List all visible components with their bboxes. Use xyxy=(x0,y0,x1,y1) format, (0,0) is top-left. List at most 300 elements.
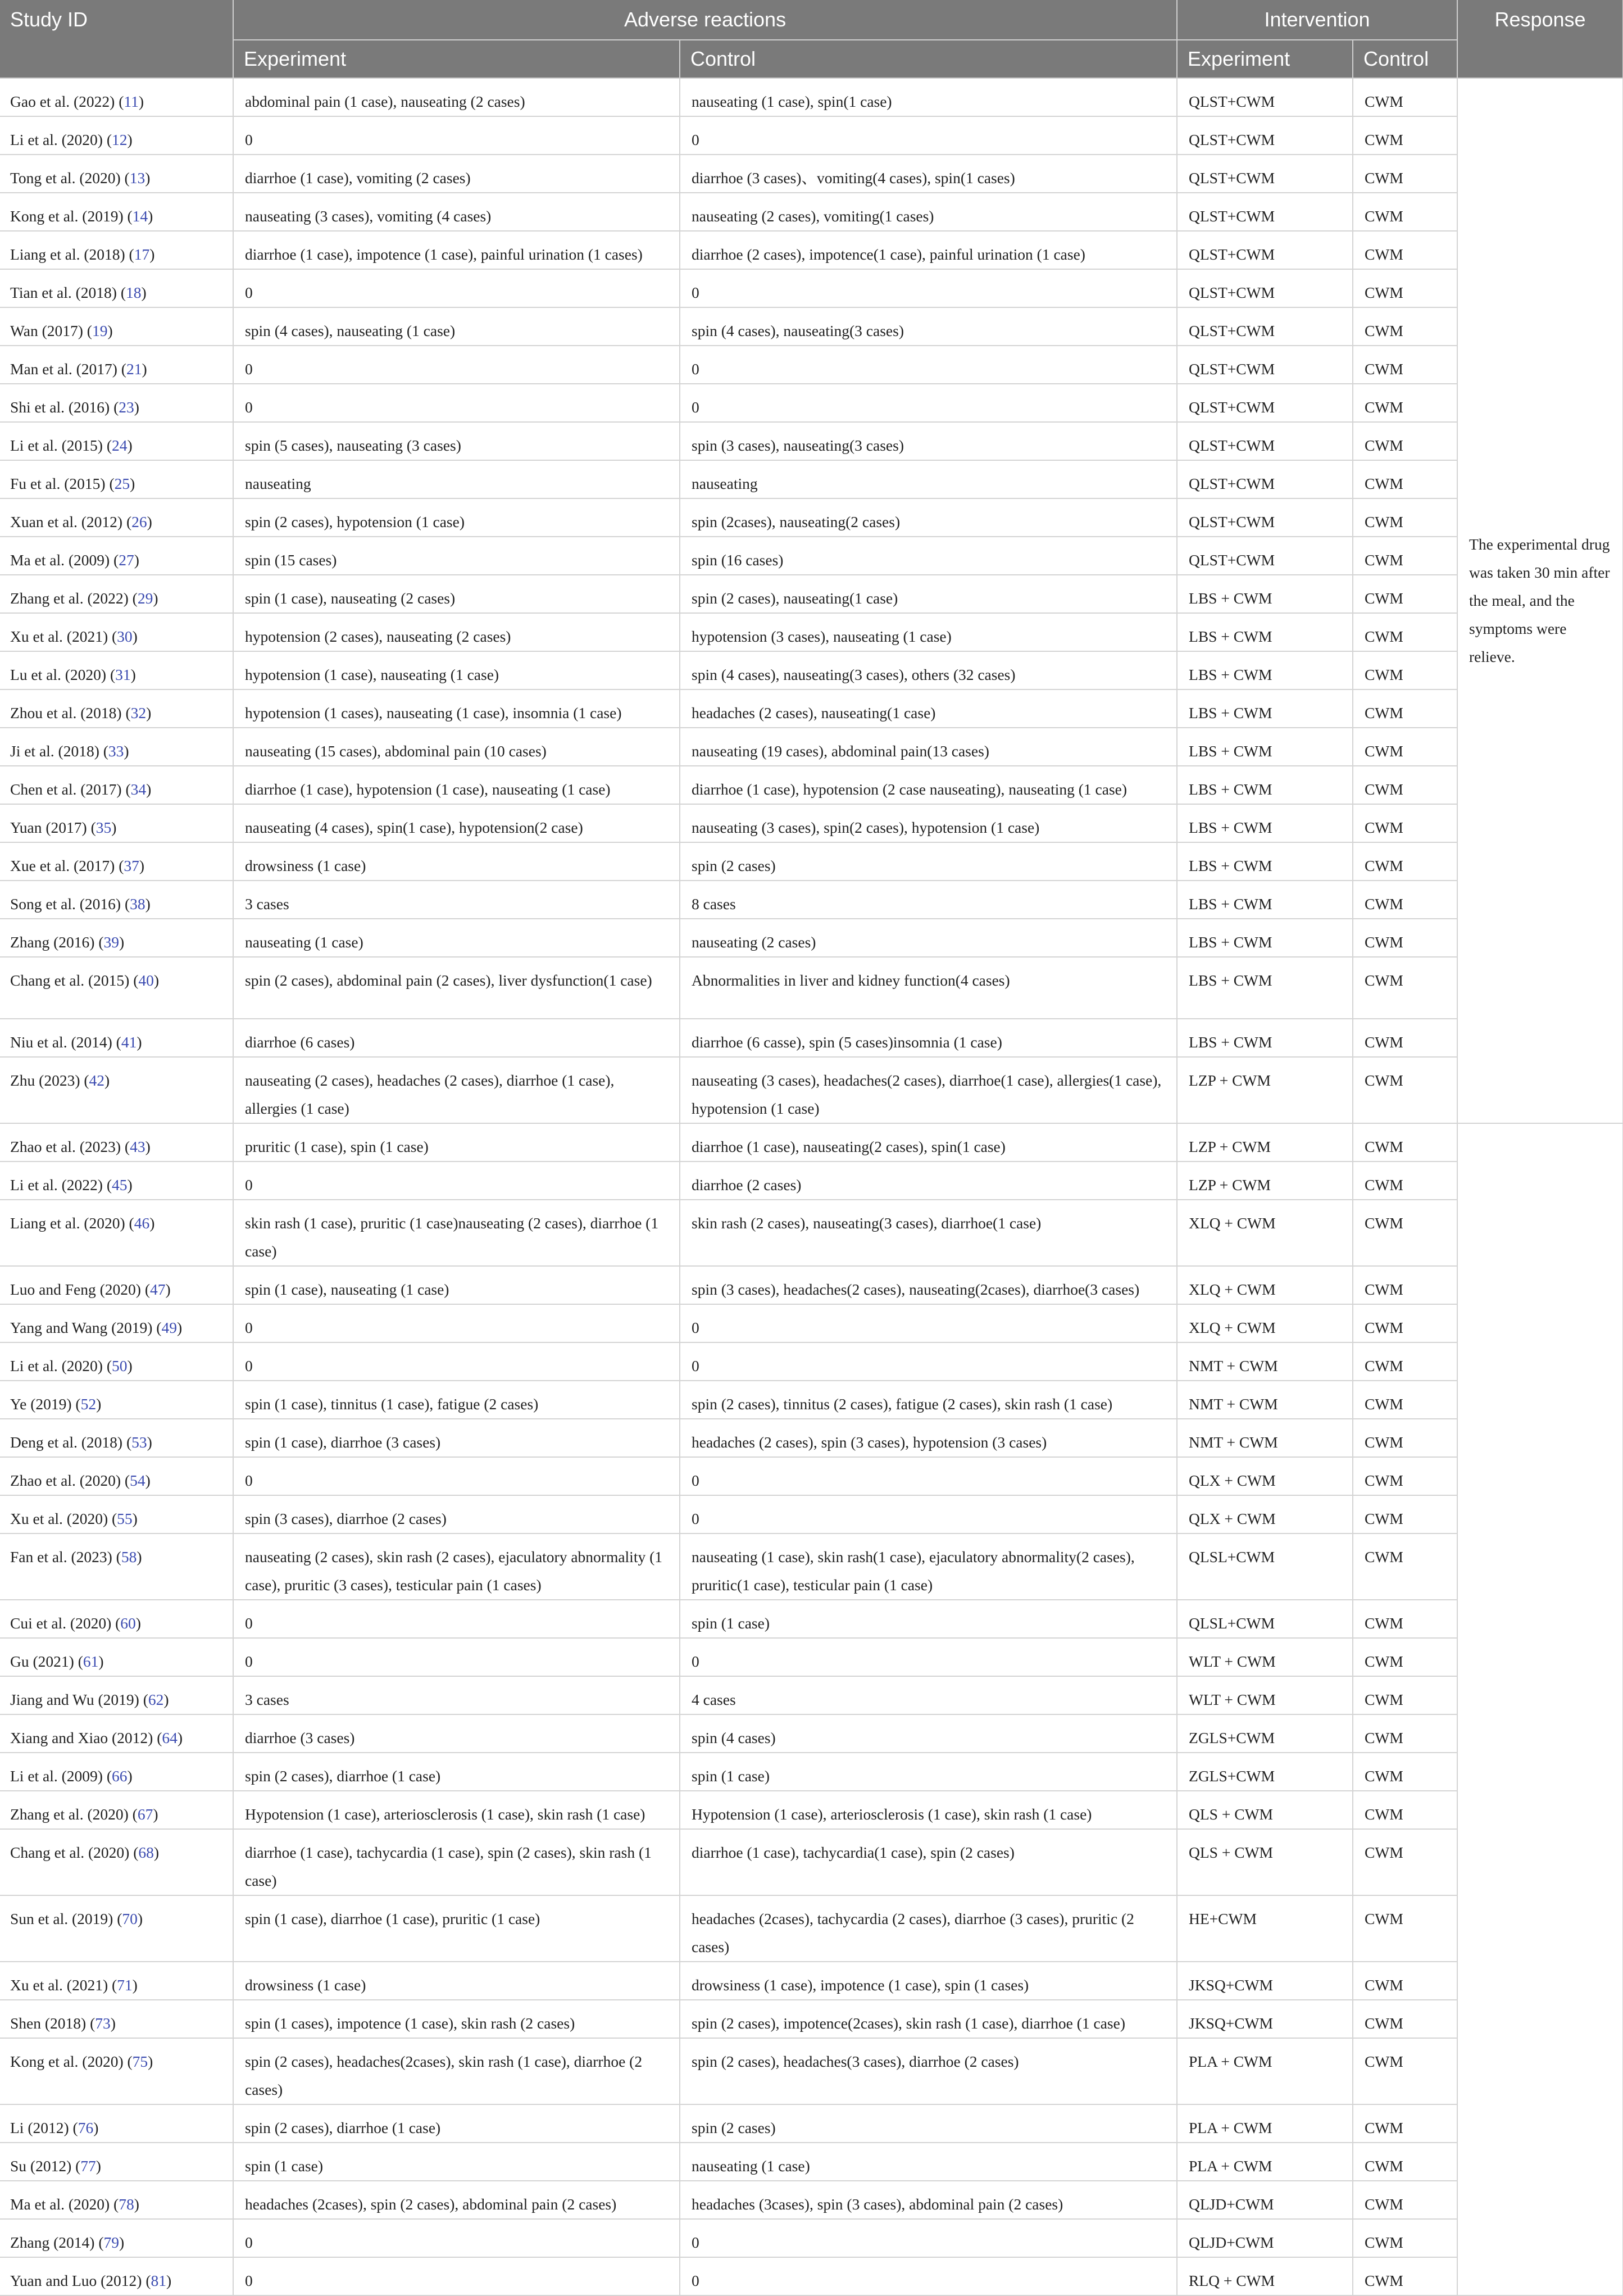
study-name: Shen (2018) xyxy=(10,2014,87,2032)
reference-link[interactable]: 75 xyxy=(132,2053,148,2070)
study-name: Sun et al. (2019) xyxy=(10,1910,113,1927)
intervention-experiment-cell: QLST+CWM xyxy=(1177,537,1353,575)
reference-link[interactable]: 66 xyxy=(112,1767,128,1785)
experiment-reactions-cell: nauseating (4 cases), spin(1 case), hypotension(2 case) xyxy=(233,804,680,842)
study-name: Jiang and Wu (2019) xyxy=(10,1691,139,1708)
control-reactions-cell: nauseating (3 cases), spin(2 cases), hypotension (1 case) xyxy=(680,804,1177,842)
control-reactions-cell: diarrhoe (1 case), nauseating(2 cases), spin(1 case) xyxy=(680,1123,1177,1161)
study-name: Ma et al. (2009) xyxy=(10,551,110,569)
reference-link[interactable]: 70 xyxy=(122,1910,138,1927)
control-reactions-cell: drowsiness (1 case), impotence (1 case), spin (1 cases) xyxy=(680,1962,1177,2000)
study-id-cell: Xu et al. (2020) (55) xyxy=(0,1495,233,1533)
study-id-cell: Zhao et al. (2023) (43) xyxy=(0,1123,233,1161)
study-id-cell: Ma et al. (2009) (27) xyxy=(0,537,233,575)
table-row xyxy=(0,1200,1623,1266)
intervention-experiment-cell: XLQ + CWM xyxy=(1177,1266,1353,1304)
reference-link[interactable]: 68 xyxy=(138,1844,154,1861)
study-name: Liang et al. (2020) xyxy=(10,1214,125,1232)
reference-link[interactable]: 55 xyxy=(117,1510,133,1527)
study-id-cell: Li et al. (2015) (24) xyxy=(0,422,233,460)
intervention-control-cell: CWM xyxy=(1353,1019,1457,1057)
experiment-reactions-cell: spin (1 case), tinnitus (1 case), fatigue (2 cases) xyxy=(233,1381,680,1419)
table-row xyxy=(0,2143,1623,2181)
control-reactions-cell: spin (1 case) xyxy=(680,1600,1177,1638)
intervention-control-cell: CWM xyxy=(1353,384,1457,422)
intervention-control-cell: CWM xyxy=(1353,881,1457,919)
reference-link[interactable]: 61 xyxy=(83,1653,99,1670)
intervention-control-cell: CWM xyxy=(1353,1495,1457,1533)
control-reactions-cell: 0 xyxy=(680,1304,1177,1342)
table-row xyxy=(0,537,1623,575)
intervention-control-cell: CWM xyxy=(1353,1304,1457,1342)
intervention-control-cell: CWM xyxy=(1353,804,1457,842)
intervention-experiment-cell: XLQ + CWM xyxy=(1177,1200,1353,1266)
experiment-reactions-cell: spin (2 cases), diarrhoe (1 case) xyxy=(233,2104,680,2143)
experiment-reactions-cell: spin (4 cases), nauseating (1 case) xyxy=(233,307,680,346)
study-id-cell: Li et al. (2022) (45) xyxy=(0,1161,233,1200)
intervention-control-cell: CWM xyxy=(1353,1895,1457,1962)
experiment-reactions-cell: Hypotension (1 case), arteriosclerosis (1 case), skin rash (1 case) xyxy=(233,1791,680,1829)
table-row xyxy=(0,2219,1623,2257)
table-row xyxy=(0,384,1623,422)
intervention-experiment-cell: LBS + CWM xyxy=(1177,575,1353,613)
study-id-cell: Su (2012) (77) xyxy=(0,2143,233,2181)
reference-link[interactable]: 81 xyxy=(151,2272,167,2289)
intervention-control-cell: CWM xyxy=(1353,1457,1457,1495)
study-id-cell: Wan (2017) (19) xyxy=(0,307,233,346)
control-reactions-cell: Hypotension (1 case), arteriosclerosis (1 case), skin rash (1 case) xyxy=(680,1791,1177,1829)
study-id-cell: Zhang et al. (2022) (29) xyxy=(0,575,233,613)
table-row xyxy=(0,2104,1623,2143)
experiment-reactions-cell: spin (15 cases) xyxy=(233,537,680,575)
control-reactions-cell: 0 xyxy=(680,346,1177,384)
table-row xyxy=(0,1638,1623,1676)
experiment-reactions-cell: 0 xyxy=(233,2219,680,2257)
control-reactions-cell: spin (2 cases), headaches(3 cases), diarrhoe (2 cases) xyxy=(680,2038,1177,2104)
intervention-control-cell: CWM xyxy=(1353,1161,1457,1200)
intervention-experiment-cell: WLT + CWM xyxy=(1177,1638,1353,1676)
intervention-control-cell: CWM xyxy=(1353,1829,1457,1895)
study-id-cell: Yuan (2017) (35) xyxy=(0,804,233,842)
study-name: Zhang (2014) xyxy=(10,2234,95,2251)
intervention-experiment-cell: QLX + CWM xyxy=(1177,1457,1353,1495)
table-row xyxy=(0,1895,1623,1962)
intervention-control-cell: CWM xyxy=(1353,1676,1457,1714)
experiment-reactions-cell: 0 xyxy=(233,269,680,307)
intervention-experiment-cell: LBS + CWM xyxy=(1177,957,1353,1019)
control-reactions-cell: Abnormalities in liver and kidney function(4 cases) xyxy=(680,957,1177,1019)
reference-link[interactable]: 52 xyxy=(80,1395,97,1413)
reference-link[interactable]: 46 xyxy=(134,1214,150,1232)
experiment-reactions-cell: spin (1 case) xyxy=(233,2143,680,2181)
control-reactions-cell: diarrhoe (2 cases) xyxy=(680,1161,1177,1200)
table-body xyxy=(0,78,1623,2295)
intervention-experiment-cell: HE+CWM xyxy=(1177,1895,1353,1962)
reference-link[interactable]: 37 xyxy=(124,857,139,874)
reference-link[interactable]: 21 xyxy=(126,360,142,378)
study-id-cell: Liang et al. (2020) (46) xyxy=(0,1200,233,1266)
study-id-cell: Sun et al. (2019) (70) xyxy=(0,1895,233,1962)
study-id-cell: Deng et al. (2018) (53) xyxy=(0,1419,233,1457)
experiment-reactions-cell: diarrhoe (6 cases) xyxy=(233,1019,680,1057)
reference-link[interactable]: 19 xyxy=(92,322,108,339)
control-reactions-cell: nauseating (2 cases) xyxy=(680,919,1177,957)
study-name: Yuan and Luo (2012) xyxy=(10,2272,142,2289)
header-adverse-control: Control xyxy=(680,40,1177,78)
reference-link[interactable]: 60 xyxy=(120,1614,136,1632)
reference-link[interactable]: 53 xyxy=(131,1433,147,1451)
reference-link[interactable]: 14 xyxy=(132,207,148,225)
study-name: Shi et al. (2016) xyxy=(10,398,110,416)
experiment-reactions-cell: 0 xyxy=(233,346,680,384)
intervention-experiment-cell: LZP + CWM xyxy=(1177,1161,1353,1200)
reference-link[interactable]: 31 xyxy=(115,666,131,683)
control-reactions-cell: headaches (3cases), spin (3 cases), abdominal pain (2 cases) xyxy=(680,2181,1177,2219)
intervention-control-cell: CWM xyxy=(1353,1419,1457,1457)
control-reactions-cell: 8 cases xyxy=(680,881,1177,919)
intervention-control-cell: CWM xyxy=(1353,422,1457,460)
study-name: Fu et al. (2015) xyxy=(10,475,106,492)
experiment-reactions-cell: diarrhoe (1 case), vomiting (2 cases) xyxy=(233,155,680,193)
experiment-reactions-cell: 0 xyxy=(233,1304,680,1342)
study-id-cell: Chang et al. (2015) (40) xyxy=(0,957,233,1019)
reference-link[interactable]: 64 xyxy=(162,1729,178,1746)
study-id-cell: Li et al. (2020) (50) xyxy=(0,1342,233,1381)
study-name: Cui et al. (2020) xyxy=(10,1614,112,1632)
table-row xyxy=(0,1123,1623,1161)
intervention-control-cell: CWM xyxy=(1353,842,1457,881)
intervention-experiment-cell: QLST+CWM xyxy=(1177,269,1353,307)
control-reactions-cell: 0 xyxy=(680,2219,1177,2257)
table-row xyxy=(0,1161,1623,1200)
intervention-control-cell: CWM xyxy=(1353,1200,1457,1266)
study-id-cell: Zhang et al. (2020) (67) xyxy=(0,1791,233,1829)
control-reactions-cell: headaches (2cases), tachycardia (2 cases), diarrhoe (3 cases), pruritic (2 cases) xyxy=(680,1895,1177,1962)
intervention-experiment-cell: QLST+CWM xyxy=(1177,231,1353,269)
study-id-cell: Xu et al. (2021) (71) xyxy=(0,1962,233,2000)
table-row xyxy=(0,193,1623,231)
experiment-reactions-cell: 3 cases xyxy=(233,881,680,919)
reference-link[interactable]: 33 xyxy=(108,742,124,760)
intervention-control-cell: CWM xyxy=(1353,1342,1457,1381)
table-row xyxy=(0,1457,1623,1495)
intervention-control-cell: CWM xyxy=(1353,1753,1457,1791)
control-reactions-cell: spin (4 cases), nauseating(3 cases) xyxy=(680,307,1177,346)
header-response: Response xyxy=(1457,0,1623,78)
experiment-reactions-cell: spin (5 cases), nauseating (3 cases) xyxy=(233,422,680,460)
intervention-control-cell: CWM xyxy=(1353,1714,1457,1753)
study-name: Su (2012) xyxy=(10,2157,72,2175)
intervention-experiment-cell: WLT + CWM xyxy=(1177,1676,1353,1714)
study-id-cell: Ma et al. (2020) (78) xyxy=(0,2181,233,2219)
intervention-control-cell: CWM xyxy=(1353,2000,1457,2038)
reference-link[interactable]: 12 xyxy=(112,131,128,148)
experiment-reactions-cell: spin (3 cases), diarrhoe (2 cases) xyxy=(233,1495,680,1533)
intervention-control-cell: CWM xyxy=(1353,537,1457,575)
table-header xyxy=(0,0,1623,78)
header-intervention-control: Control xyxy=(1353,40,1457,78)
intervention-control-cell: CWM xyxy=(1353,269,1457,307)
study-name: Liang et al. (2018) xyxy=(10,246,125,263)
intervention-experiment-cell: QLS + CWM xyxy=(1177,1829,1353,1895)
reference-link[interactable]: 54 xyxy=(130,1472,146,1489)
experiment-reactions-cell: diarrhoe (1 case), tachycardia (1 case), spin (2 cases), skin rash (1 case) xyxy=(233,1829,680,1895)
table-row xyxy=(0,1381,1623,1419)
study-name: Chang et al. (2015) xyxy=(10,972,130,989)
reference-link[interactable]: 30 xyxy=(117,628,133,645)
study-id-cell: Gu (2021) (61) xyxy=(0,1638,233,1676)
table-row xyxy=(0,1962,1623,2000)
reference-link[interactable]: 35 xyxy=(96,819,112,836)
intervention-control-cell: CWM xyxy=(1353,1381,1457,1419)
intervention-experiment-cell: LBS + CWM xyxy=(1177,689,1353,728)
intervention-control-cell: CWM xyxy=(1353,689,1457,728)
reference-link[interactable]: 58 xyxy=(121,1548,137,1566)
intervention-experiment-cell: JKSQ+CWM xyxy=(1177,2000,1353,2038)
experiment-reactions-cell: diarrhoe (1 case), impotence (1 case), painful urination (1 cases) xyxy=(233,231,680,269)
reference-link[interactable]: 13 xyxy=(129,169,146,187)
intervention-experiment-cell: LBS + CWM xyxy=(1177,842,1353,881)
intervention-control-cell: CWM xyxy=(1353,460,1457,498)
study-id-cell: Ye (2019) (52) xyxy=(0,1381,233,1419)
study-name: Zhang et al. (2022) xyxy=(10,589,129,607)
study-name: Yuan (2017) xyxy=(10,819,87,836)
reference-link[interactable]: 71 xyxy=(117,1976,133,1994)
reference-link[interactable]: 34 xyxy=(130,781,147,798)
table-row xyxy=(0,2000,1623,2038)
reference-link[interactable]: 26 xyxy=(131,513,147,530)
control-reactions-cell: spin (2 cases), nauseating(1 case) xyxy=(680,575,1177,613)
experiment-reactions-cell: spin (1 case), diarrhoe (3 cases) xyxy=(233,1419,680,1457)
reference-link[interactable]: 73 xyxy=(95,2014,111,2032)
experiment-reactions-cell: 3 cases xyxy=(233,1676,680,1714)
reference-link[interactable]: 76 xyxy=(78,2119,94,2136)
intervention-experiment-cell: NMT + CWM xyxy=(1177,1419,1353,1457)
control-reactions-cell: spin (2 cases) xyxy=(680,2104,1177,2143)
experiment-reactions-cell: spin (1 cases), impotence (1 case), skin rash (2 cases) xyxy=(233,2000,680,2038)
study-id-cell: Shen (2018) (73) xyxy=(0,2000,233,2038)
table-row xyxy=(0,575,1623,613)
reference-link[interactable]: 77 xyxy=(80,2157,96,2175)
study-id-cell: Xue et al. (2017) (37) xyxy=(0,842,233,881)
study-id-cell: Li et al. (2009) (66) xyxy=(0,1753,233,1791)
experiment-reactions-cell: spin (1 case), diarrhoe (1 case), pruritic (1 case) xyxy=(233,1895,680,1962)
table-row xyxy=(0,1057,1623,1123)
reference-link[interactable]: 45 xyxy=(112,1176,128,1194)
table-row xyxy=(0,766,1623,804)
intervention-control-cell: CWM xyxy=(1353,2143,1457,2181)
intervention-experiment-cell: QLST+CWM xyxy=(1177,460,1353,498)
reference-link[interactable]: 24 xyxy=(112,437,128,454)
study-id-cell: Fan et al. (2023) (58) xyxy=(0,1533,233,1600)
experiment-reactions-cell: drowsiness (1 case) xyxy=(233,1962,680,2000)
header-intervention: Intervention xyxy=(1177,0,1457,40)
reference-link[interactable]: 25 xyxy=(114,475,130,492)
table-row xyxy=(0,78,1623,116)
reference-link[interactable]: 23 xyxy=(119,398,134,416)
experiment-reactions-cell: diarrhoe (3 cases) xyxy=(233,1714,680,1753)
experiment-reactions-cell: 0 xyxy=(233,384,680,422)
study-id-cell: Fu et al. (2015) (25) xyxy=(0,460,233,498)
control-reactions-cell: spin (16 cases) xyxy=(680,537,1177,575)
control-reactions-cell: hypotension (3 cases), nauseating (1 case) xyxy=(680,613,1177,651)
reference-link[interactable]: 29 xyxy=(137,589,153,607)
experiment-reactions-cell: 0 xyxy=(233,1161,680,1200)
study-id-cell: Yuan and Luo (2012) (81) xyxy=(0,2257,233,2295)
control-reactions-cell: diarrhoe (6 cassе), spin (5 cases)insomnia (1 case) xyxy=(680,1019,1177,1057)
control-reactions-cell: 0 xyxy=(680,1638,1177,1676)
intervention-experiment-cell: PLA + CWM xyxy=(1177,2143,1353,2181)
control-reactions-cell: spin (3 cases), nauseating(3 cases) xyxy=(680,422,1177,460)
experiment-reactions-cell: nauseating (1 case) xyxy=(233,919,680,957)
study-id-cell: Zhou et al. (2018) (32) xyxy=(0,689,233,728)
experiment-reactions-cell: spin (1 case), nauseating (2 cases) xyxy=(233,575,680,613)
control-reactions-cell: spin (2 cases), impotence(2cases), skin rash (1 case), diarrhoe (1 case) xyxy=(680,2000,1177,2038)
table-row xyxy=(0,689,1623,728)
study-name: Gao et al. (2022) xyxy=(10,93,115,110)
reference-link[interactable]: 79 xyxy=(103,2234,119,2251)
intervention-control-cell: CWM xyxy=(1353,2104,1457,2143)
study-name: Chen et al. (2017) xyxy=(10,781,122,798)
experiment-reactions-cell: hypotension (1 case), nauseating (1 case) xyxy=(233,651,680,689)
table-row xyxy=(0,728,1623,766)
study-id-cell: Kong et al. (2019) (14) xyxy=(0,193,233,231)
study-id-cell: Tian et al. (2018) (18) xyxy=(0,269,233,307)
intervention-experiment-cell: NMT + CWM xyxy=(1177,1381,1353,1419)
study-id-cell: Zhu (2023) (42) xyxy=(0,1057,233,1123)
table-row xyxy=(0,613,1623,651)
table-row xyxy=(0,1714,1623,1753)
study-id-cell: Li (2012) (76) xyxy=(0,2104,233,2143)
intervention-experiment-cell: QLST+CWM xyxy=(1177,384,1353,422)
reference-link[interactable]: 62 xyxy=(148,1691,164,1708)
study-name: Tian et al. (2018) xyxy=(10,284,117,301)
intervention-experiment-cell: QLST+CWM xyxy=(1177,422,1353,460)
experiment-reactions-cell: nauseating xyxy=(233,460,680,498)
table-row xyxy=(0,1533,1623,1600)
study-id-cell: Zhang (2016) (39) xyxy=(0,919,233,957)
control-reactions-cell: spin (2 cases), tinnitus (2 cases), fatigue (2 cases), skin rash (1 case) xyxy=(680,1381,1177,1419)
study-name: Zhou et al. (2018) xyxy=(10,704,122,722)
table-row xyxy=(0,460,1623,498)
response-note: The experimental drug was taken 30 min after the meal, and the symptoms were relieve. xyxy=(1457,78,1623,1123)
study-name: Fan et al. (2023) xyxy=(10,1548,112,1566)
study-name: Deng et al. (2018) xyxy=(10,1433,123,1451)
study-name: Man et al. (2017) xyxy=(10,360,117,378)
reference-link[interactable]: 18 xyxy=(125,284,142,301)
study-name: Luo and Feng (2020) xyxy=(10,1281,141,1298)
experiment-reactions-cell: hypotension (2 cases), nauseating (2 cases) xyxy=(233,613,680,651)
control-reactions-cell: spin (4 cases), nauseating(3 cases), others (32 cases) xyxy=(680,651,1177,689)
study-name: Niu et al. (2014) xyxy=(10,1033,112,1051)
experiment-reactions-cell: spin (2 cases), hypotension (1 case) xyxy=(233,498,680,537)
experiment-reactions-cell: nauseating (2 cases), skin rash (2 cases), ejaculatory abnormality (1 case), pruritic (3 cases), testicular pain (1 cases) xyxy=(233,1533,680,1600)
reference-link[interactable]: 78 xyxy=(119,2195,134,2213)
reference-link[interactable]: 38 xyxy=(130,895,146,913)
study-id-cell: Zhao et al. (2020) (54) xyxy=(0,1457,233,1495)
experiment-reactions-cell: hypotension (1 cases), nauseating (1 case), insomnia (1 case) xyxy=(233,689,680,728)
table-row xyxy=(0,957,1623,1019)
control-reactions-cell: diarrhoe (1 case), hypotension (2 case nauseating), nauseating (1 case) xyxy=(680,766,1177,804)
experiment-reactions-cell: nauseating (2 cases), headaches (2 cases), diarrhoe (1 case), allergies (1 case) xyxy=(233,1057,680,1123)
intervention-control-cell: CWM xyxy=(1353,2181,1457,2219)
table-row xyxy=(0,1019,1623,1057)
reference-link[interactable]: 49 xyxy=(161,1319,177,1336)
intervention-control-cell: CWM xyxy=(1353,78,1457,116)
control-reactions-cell: 0 xyxy=(680,2257,1177,2295)
experiment-reactions-cell: 0 xyxy=(233,2257,680,2295)
intervention-experiment-cell: QLST+CWM xyxy=(1177,346,1353,384)
intervention-experiment-cell: QLS + CWM xyxy=(1177,1791,1353,1829)
intervention-experiment-cell: LBS + CWM xyxy=(1177,728,1353,766)
intervention-control-cell: CWM xyxy=(1353,155,1457,193)
study-name: Xu et al. (2020) xyxy=(10,1510,108,1527)
study-id-cell: Liang et al. (2018) (17) xyxy=(0,231,233,269)
intervention-experiment-cell: LBS + CWM xyxy=(1177,766,1353,804)
control-reactions-cell: headaches (2 cases), nauseating(1 case) xyxy=(680,689,1177,728)
intervention-control-cell: CWM xyxy=(1353,919,1457,957)
reference-link[interactable]: 32 xyxy=(130,704,147,722)
experiment-reactions-cell: skin rash (1 case), pruritic (1 case)nauseating (2 cases), diarrhoe (1 case) xyxy=(233,1200,680,1266)
experiment-reactions-cell: nauseating (3 cases), vomiting (4 cases) xyxy=(233,193,680,231)
table-row xyxy=(0,1495,1623,1533)
study-name: Xuan et al. (2012) xyxy=(10,513,123,530)
table-row xyxy=(0,498,1623,537)
table-row xyxy=(0,2181,1623,2219)
reference-link[interactable]: 17 xyxy=(134,246,150,263)
study-id-cell: Jiang and Wu (2019) (62) xyxy=(0,1676,233,1714)
reference-link[interactable]: 41 xyxy=(121,1033,137,1051)
study-id-cell: Niu et al. (2014) (41) xyxy=(0,1019,233,1057)
control-reactions-cell: 4 cases xyxy=(680,1676,1177,1714)
study-name: Li (2012) xyxy=(10,2119,69,2136)
study-name: Tong et al. (2020) xyxy=(10,169,121,187)
experiment-reactions-cell: spin (1 case), nauseating (1 case) xyxy=(233,1266,680,1304)
intervention-experiment-cell: QLST+CWM xyxy=(1177,498,1353,537)
intervention-experiment-cell: QLST+CWM xyxy=(1177,116,1353,155)
reference-link[interactable]: 42 xyxy=(89,1072,105,1089)
study-name: Zhao et al. (2020) xyxy=(10,1472,121,1489)
reference-link[interactable]: 27 xyxy=(119,551,134,569)
intervention-control-cell: CWM xyxy=(1353,613,1457,651)
reference-link[interactable]: 40 xyxy=(138,972,154,989)
control-reactions-cell: spin (2 cases) xyxy=(680,842,1177,881)
reference-link[interactable]: 11 xyxy=(124,93,139,110)
study-id-cell: Chen et al. (2017) (34) xyxy=(0,766,233,804)
intervention-control-cell: CWM xyxy=(1353,346,1457,384)
intervention-experiment-cell: LBS + CWM xyxy=(1177,1019,1353,1057)
intervention-experiment-cell: QLSL+CWM xyxy=(1177,1533,1353,1600)
table-row xyxy=(0,1829,1623,1895)
study-name: Zhu (2023) xyxy=(10,1072,80,1089)
intervention-control-cell: CWM xyxy=(1353,307,1457,346)
reference-link[interactable]: 67 xyxy=(137,1805,153,1823)
intervention-control-cell: CWM xyxy=(1353,2257,1457,2295)
study-id-cell: Xu et al. (2021) (30) xyxy=(0,613,233,651)
experiment-reactions-cell: spin (2 cases), diarrhoe (1 case) xyxy=(233,1753,680,1791)
intervention-experiment-cell: QLX + CWM xyxy=(1177,1495,1353,1533)
control-reactions-cell: nauseating xyxy=(680,460,1177,498)
study-name: Lu et al. (2020) xyxy=(10,666,107,683)
reference-link[interactable]: 43 xyxy=(130,1138,146,1155)
intervention-control-cell: CWM xyxy=(1353,766,1457,804)
header-study-id: Study ID xyxy=(0,0,233,78)
reference-link[interactable]: 47 xyxy=(150,1281,166,1298)
control-reactions-cell: nauseating (1 case), spin(1 case) xyxy=(680,78,1177,116)
study-id-cell: Shi et al. (2016) (23) xyxy=(0,384,233,422)
reference-link[interactable]: 39 xyxy=(103,933,119,951)
reference-link[interactable]: 50 xyxy=(112,1357,128,1374)
